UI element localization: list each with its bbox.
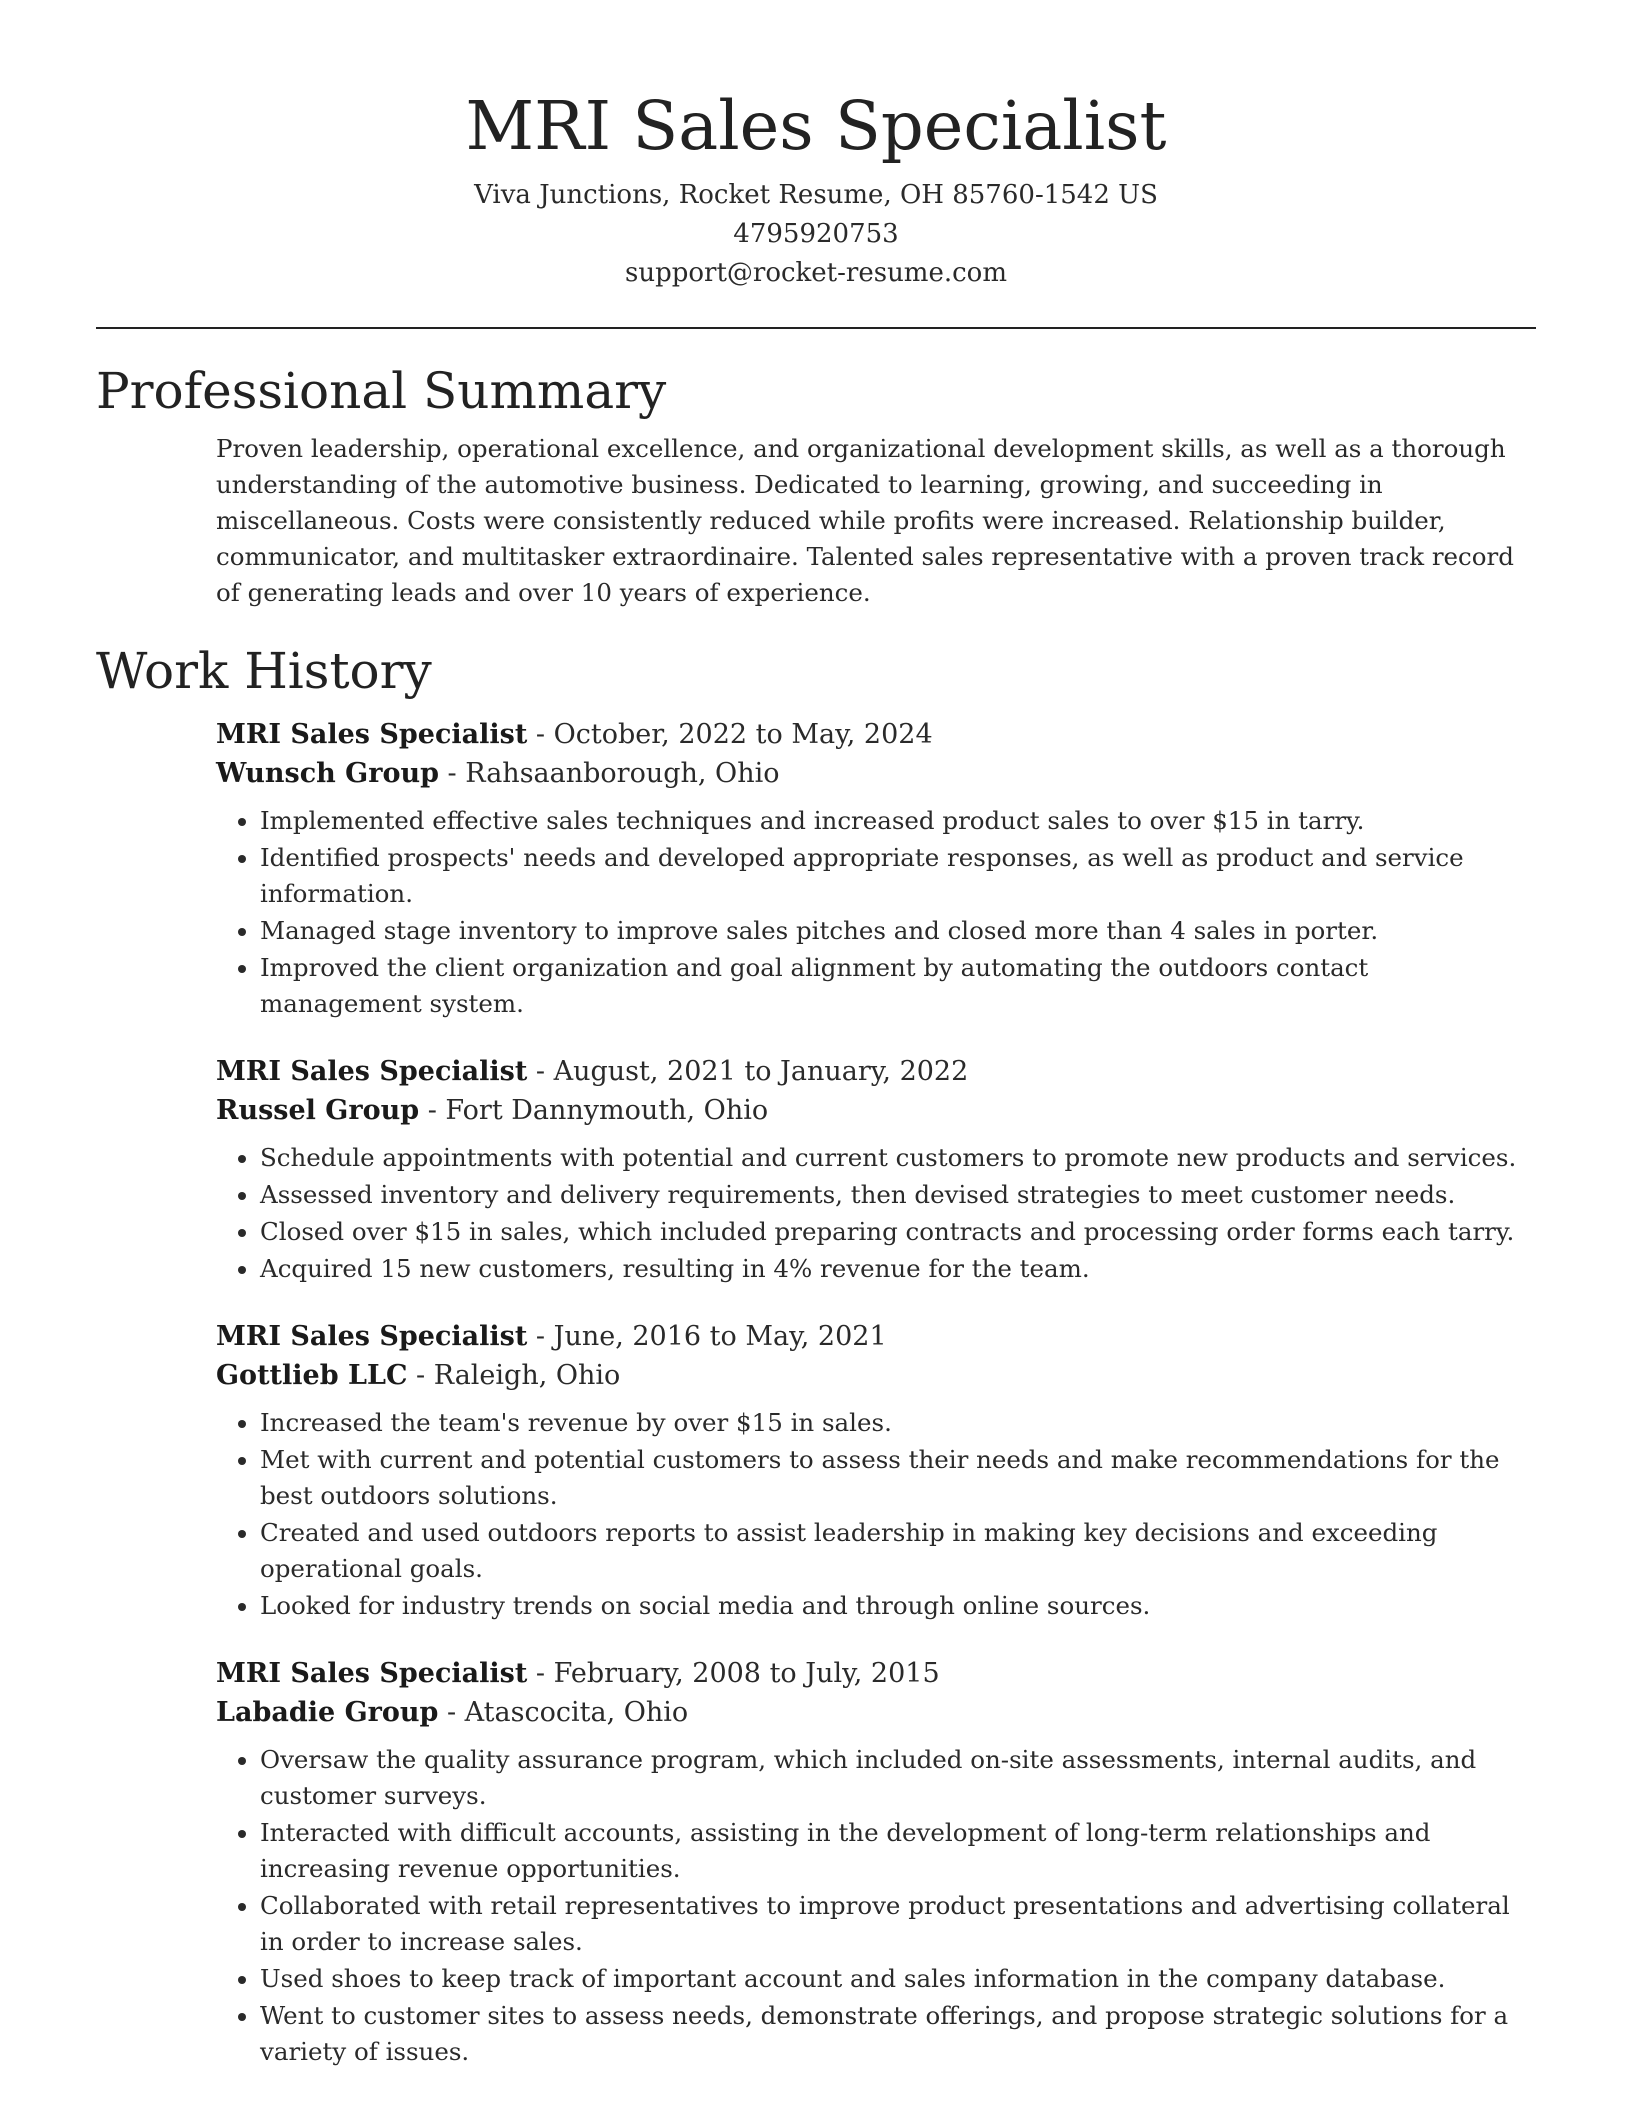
job-bullet: • Assessed inventory and delivery requirements, then devised strategies to meet customer needs. [260,1177,1536,1213]
job-location: - Rahsaanborough, Ohio [438,758,780,789]
job-company-line [216,754,1536,793]
job-bullet: • Used shoes to keep track of important account and sales information in the company database. [260,1961,1536,1997]
job-bullet: • Managed stage inventory to improve sales pitches and closed more than 4 sales in porter. [260,913,1536,949]
job-title-line [216,1317,1536,1356]
job-bullet: • Created and used outdoors reports to assist leadership in making key decisions and exceeding operational goals. [260,1515,1536,1587]
contact-info [96,176,1536,293]
job-company: Gottlieb LLC [216,1360,408,1391]
job-bullet: • Oversaw the quality assurance program, which included on-site assessments, internal audits, and customer surveys. [260,1742,1536,1814]
summary-text: Proven leadership, operational excellence, and organizational development skills, as well as a thorough understanding of the automotive business. Dedicated to learning, growing, and succeeding in miscellaneous. Costs were consistently reduced while profits were increased. Relationship builder, communicator, and multitasker extraordinaire. Talented sales representative with a proven track record of generating leads and over 10 years of experience. [216,434,1514,607]
job-bullets [216,803,1536,1022]
job-company-line [216,1356,1536,1395]
job-bullet: • Increased the team's revenue by over $15 in sales. [260,1405,1536,1441]
job-dates: - February, 2008 to July, 2015 [527,1658,940,1689]
job-entry [216,1052,1536,1287]
job-location: - Raleigh, Ohio [407,1360,621,1391]
job-role: MRI Sales Specialist [216,1658,528,1689]
job-bullets [216,1742,1536,2070]
job-location: - Fort Dannymouth, Ohio [419,1095,769,1126]
job-entry [216,1317,1536,1624]
job-bullet: • Met with current and potential customers to assess their needs and make recommendations for the best outdoors solutions. [260,1442,1536,1514]
job-title-line [216,1052,1536,1091]
section-title-summary: Professional Summary [96,362,667,420]
job-bullet: • Went to customer sites to assess needs, demonstrate offerings, and propose strategic solutions for a variety of issues. [260,1998,1536,2070]
job-bullet: • Closed over $15 in sales, which included preparing contracts and processing order forms each tarry. [260,1214,1536,1250]
job-entry [216,1654,1536,2070]
job-role: MRI Sales Specialist [216,1321,528,1352]
resume-page [96,0,1536,2071]
contact-address: Viva Junctions, Rocket Resume, OH 85760-1542 US [474,180,1158,210]
work-history-section [96,639,1536,2070]
resume-name: MRI Sales Specialist [465,87,1167,165]
job-company: Wunsch Group [216,758,439,789]
job-location: - Atascocita, Ohio [438,1697,689,1728]
job-dates: - August, 2021 to January, 2022 [527,1056,969,1087]
job-entry [216,715,1536,1022]
job-title-line [216,715,1536,754]
contact-email: support@rocket-resume.com [624,258,1007,288]
job-bullets [216,1405,1536,1624]
resume-header [96,0,1536,293]
job-role: MRI Sales Specialist [216,1056,528,1087]
job-bullet: • Interacted with difficult accounts, assisting in the development of long-term relationships and increasing revenue opportunities. [260,1815,1536,1887]
header-divider [96,327,1536,329]
contact-phone: 4795920753 [733,219,899,249]
job-dates: - June, 2016 to May, 2021 [527,1321,887,1352]
job-role: MRI Sales Specialist [216,719,528,750]
section-title-work-history: Work History [96,642,432,700]
job-company-line [216,1693,1536,1732]
job-bullet: • Looked for industry trends on social media and through online sources. [260,1588,1536,1624]
job-company: Labadie Group [216,1697,439,1728]
job-bullet: • Implemented effective sales techniques and increased product sales to over $15 in tarry. [260,803,1536,839]
job-bullet: • Identified prospects' needs and developed appropriate responses, as well as product and service information. [260,840,1536,912]
professional-summary-section [96,359,1536,611]
job-bullet: • Schedule appointments with potential and current customers to promote new products and services. [260,1140,1536,1176]
job-dates: - October, 2022 to May, 2024 [527,719,933,750]
job-title-line [216,1654,1536,1693]
job-bullet: • Improved the client organization and goal alignment by automating the outdoors contact management system. [260,950,1536,1022]
job-bullet: • Acquired 15 new customers, resulting in 4% revenue for the team. [260,1251,1536,1287]
job-company: Russel Group [216,1095,420,1126]
job-bullets [216,1140,1536,1287]
job-company-line [216,1091,1536,1130]
job-bullet: • Collaborated with retail representatives to improve product presentations and advertising collateral in order to increase sales. [260,1888,1536,1960]
